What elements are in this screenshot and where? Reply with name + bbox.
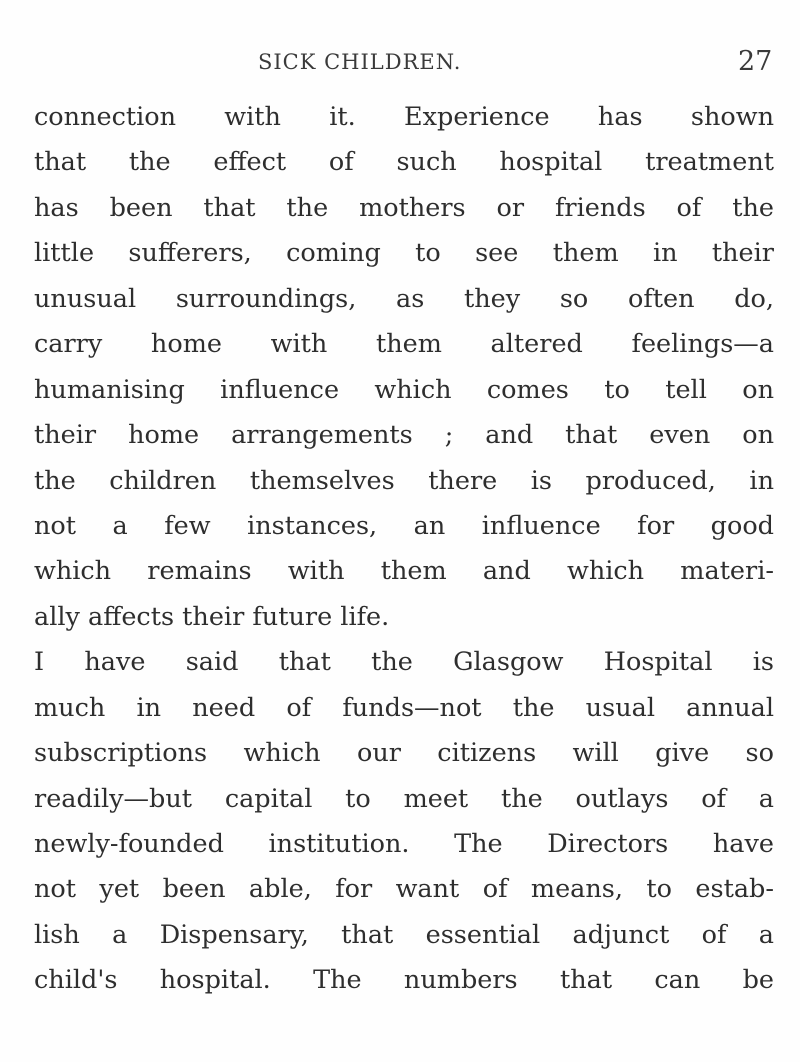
text-line: which remains with them and which materi- xyxy=(34,556,774,587)
text-line: child's hospital. The numbers that can be xyxy=(34,965,774,996)
text-line: carry home with them altered feelings—a xyxy=(34,329,774,360)
text-line: their home arrangements ; and that even on xyxy=(34,420,774,451)
text-line: unusual surroundings, as they so often do, xyxy=(34,283,774,314)
text-line: not yet been able, for want of means, to estab- xyxy=(34,874,774,905)
text-line: subscriptions which our citizens will give so xyxy=(34,738,774,769)
text-line: the children themselves there is produced, in xyxy=(34,465,774,496)
text-line: ally affects their future life. xyxy=(34,601,390,632)
text-line: has been that the mothers or friends of the xyxy=(34,192,774,223)
body-text xyxy=(34,95,774,1004)
text-line: much in need of funds—not the usual annual xyxy=(34,692,774,723)
page-number: 27 xyxy=(738,46,773,77)
text-line: lish a Dispensary, that essential adjunct of a xyxy=(34,919,774,950)
text-line: humanising influence which comes to tell on xyxy=(34,374,774,405)
running-title: SICK CHILDREN. xyxy=(258,50,462,74)
text-line: connection with it. Experience has shown xyxy=(34,102,774,132)
text-line: not a few instances, an influence for good xyxy=(34,510,774,541)
running-header xyxy=(0,46,800,84)
text-line: that the effect of such hospital treatment xyxy=(34,147,774,178)
text-line: readily—but capital to meet the outlays of a xyxy=(34,783,774,814)
text-line: newly-founded institution. The Directors have xyxy=(34,829,774,859)
text-line: I have said that the Glasgow Hospital is xyxy=(34,647,774,678)
text-line: little sufferers, coming to see them in their xyxy=(34,238,774,269)
